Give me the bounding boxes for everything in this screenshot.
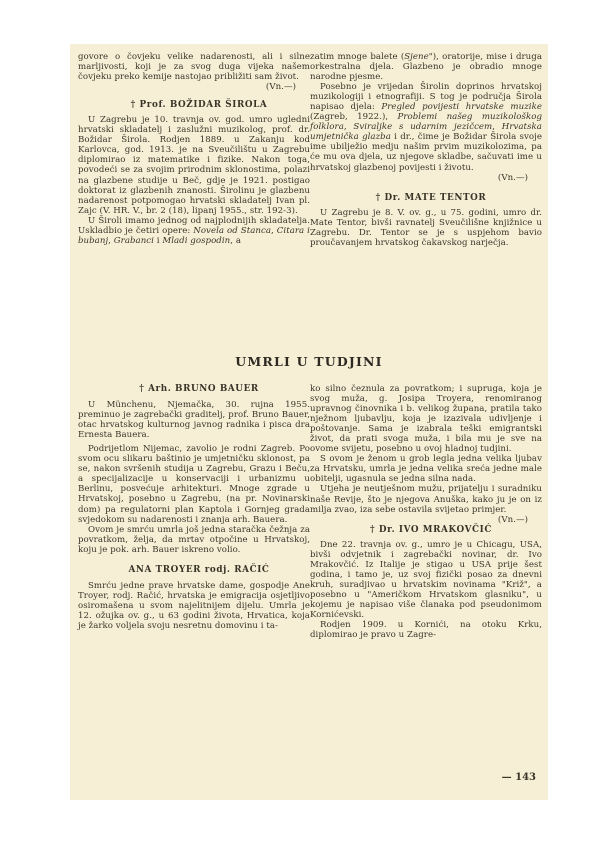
opera-title: Citara i bubanj: [78, 225, 310, 246]
work-title: Sviraljke s udarnim jezičcem: [353, 122, 493, 133]
text: (Zagreb, 1922.),: [310, 112, 398, 123]
text: i dr., čime je Božidar Širola svoje ime ubilježio medju našim prvim muzikolozima, pa će mu ova djela, uz njegove skladbe, sačuvati ime u hrvatskoj glazbenoj povijesti i životu.: [310, 132, 542, 173]
work-title: Pregled povijesti hrvatske muzike: [381, 102, 542, 113]
paragraph: [310, 82, 542, 172]
opera-title: Novela od Stanca: [193, 225, 272, 236]
paragraph: S ovom je ženom u grob legla jedna velika ljubav za Hrvatsku, umrla je jedna velika sreća jedne male obitelji, ugasnula se jedna silna nada.: [310, 454, 542, 485]
text: , a: [230, 235, 241, 246]
paragraph: [78, 216, 310, 246]
column-1: [78, 52, 310, 246]
text: i: [153, 235, 163, 246]
paragraph: U Zagrebu je 8. V. ov. g., u 75. godini, umro dr. Mate Tentor, bivši ravnatelj Sveučilišne knjižnice u Zagrebu. Dr. Tentor se je s uspjehom bavio proučavanjem hrvatskog čakavskog narječja.: [310, 207, 542, 248]
author-signature: (Vn.—): [497, 514, 528, 525]
text: zatim mnoge balete (: [310, 52, 405, 62]
opera-title: Grabanci: [113, 235, 154, 246]
obituary-heading-bauer: † Arh. BRUNO BAUER: [139, 384, 259, 394]
paragraph: Rodjen 1909. u Kornići, na otoku Krku, diplomirao je pravo u Zagre-: [310, 620, 542, 641]
column-3: [78, 384, 310, 631]
paragraph: [310, 52, 542, 82]
text: ), oratorije, mise i druga orkestralna djela. Glazbeno je obradio mnoge narodne pjesme.: [310, 52, 542, 83]
obituary-heading-mrakovcic: † Dr. IVO MRAKOVČIĆ: [370, 524, 492, 535]
text: ,: [271, 225, 277, 236]
paragraph: govore o čovjeku velike nadarenosti, ali i silne marljivosti, koji je za svog duga vijeka našem čovjeku preko kemije nastojao približiti sam život.: [78, 52, 310, 83]
author-signature: (Vn.—): [497, 172, 528, 183]
paragraph: Ovom je smrću umrla još jedna staračka čežnja za povratkom, želja, da mrtav otpočine u Hrvatskoj, koju je pok. arh. Bauer iskreno volio.: [78, 524, 310, 555]
ballet-title: Sjene": [404, 52, 433, 62]
text: U Široli imamo jednog od najplodnijih skladatelja. Uskladbio je četiri opere:: [78, 215, 310, 236]
author-signature: (Vn.—): [265, 82, 296, 93]
obituary-heading-tentor: † Dr. MATE TENTOR: [375, 192, 487, 203]
magazine-page: [70, 44, 548, 800]
obituary-heading-troyer: ANA TROYER rodj. RAČIĆ: [128, 564, 270, 575]
text: ,: [343, 122, 354, 133]
paragraph: Smrću jedne prave hrvatske dame, gospodje Ane Troyer, rodj. Račić, hrvatska je emigracija osjetljivo osiromašena u svom najelitnijem dijelu. Umrla je 12. ožujka ov. g., u 63 godini života, Hrvatica, koja je žarko voljela svoju nesretnu domovinu i ta-: [78, 580, 310, 631]
text: ,: [492, 122, 502, 133]
column-4: [310, 384, 542, 640]
text: ,: [108, 235, 114, 246]
paragraph: ko silno čeznula za povratkom; i supruga, koja je svog muža, g. Josipa Troyera, renomiranog upravnog činovnika i b. velikog župana, pratila tako nježnom ljubavlju, koja je izazivala udivljenje i poštovanje. Sama je izabrala teški emigrantski život, da prati svoga muža, i bila mu je sve na ovome svijetu, posebno u ovoj hladnoj tudjini.: [310, 384, 542, 455]
work-title: Problemi našeg muzikološkog folklora: [310, 112, 542, 133]
page-number: — 143: [501, 772, 536, 783]
opera-title: Mladi gospodin: [162, 235, 231, 246]
obituary-heading-sirola: † Prof. BOŽIDAR ŠIROLA: [130, 100, 268, 111]
paragraph: Podrijetlom Nijemac, zavolio je rodni Zagreb. Po svom ocu slikaru baštinio je umjetničku sklonost, pa se, nakon svršenih studija u Zagrebu, Grazu i Beču, a specijalizacije u konservaciji i urbanizmu u Berlinu, posvećuje arhitekturi. Mnoge zgrade u Hrvatskoj, posebno u Zagrebu, (na pr. Novinarski dom) pa regulatorni plan Kaptola i Gornjeg grada svjedokom su nadarenosti i znanja arh. Bauera.: [78, 444, 310, 525]
text: Posebno je vrijedan Širolin doprinos hrvatskoj muzikologiji i etnografiji. S tog je područja Širola napisao djela:: [310, 82, 542, 113]
paragraph: U Münchenu, Njemačka, 30. rujna 1955. preminuo je zagrebački graditelj, prof. Bruno Bauer, otac hrvatskog kulturnog javnog radnika i pisca dra Ernesta Bauera.: [78, 400, 310, 441]
paragraph: Dne 22. travnja ov. g., umro je u Chicagu, USA, bivši odvjetnik i zagrebački novinar, dr. Ivo Mrakovčić. Iz Italije je stigao u USA prije šest godina, i tamo je, uz svoj fizički posao za dnevni kruh, suradjivao u hrvatskim novinama "Križ", a posebno u "Američkom Hrvatskom glasniku", u kojemu je napisao više članaka pod pseudonimom Kornićevski.: [310, 539, 542, 621]
work-title: Hrvatska umjetnička glazba: [310, 122, 542, 143]
text: Utjeha je neutješnom mužu, prijatelju i suradniku naše Revije, što je njegova Anuška, kako ju je on iz milja zvao, iza sebe ostavila svijetao primjer.: [310, 484, 542, 515]
column-2: [310, 52, 542, 248]
section-title: UMRLI U TUDJINI: [235, 354, 383, 369]
paragraph: [310, 484, 542, 525]
paragraph: U Zagrebu je 10. travnja ov. god. umro ugledni hrvatski skladatelj i zaslužni muzikolog, prof. dr. Božidar Širola. Rodjen 1889. u Zakanju kod Karlovca, god. 1913. je na Sveučilištu u Zagrebu diplomirao iz matematike i fizike. Nakon toga, povodeći se za svojim prirodnim sklonostima, polazi na glazbene studije u Beč, gdje je 1921. postigao doktorat iz glazbenih znanosti. Širolinu je glazbenu nadarenost potpomogao hrvatski skladatelj Ivan pl. Zajc (V. HR. V., br. 2 (18), lipanj 1955., str. 192-3).: [78, 115, 310, 216]
